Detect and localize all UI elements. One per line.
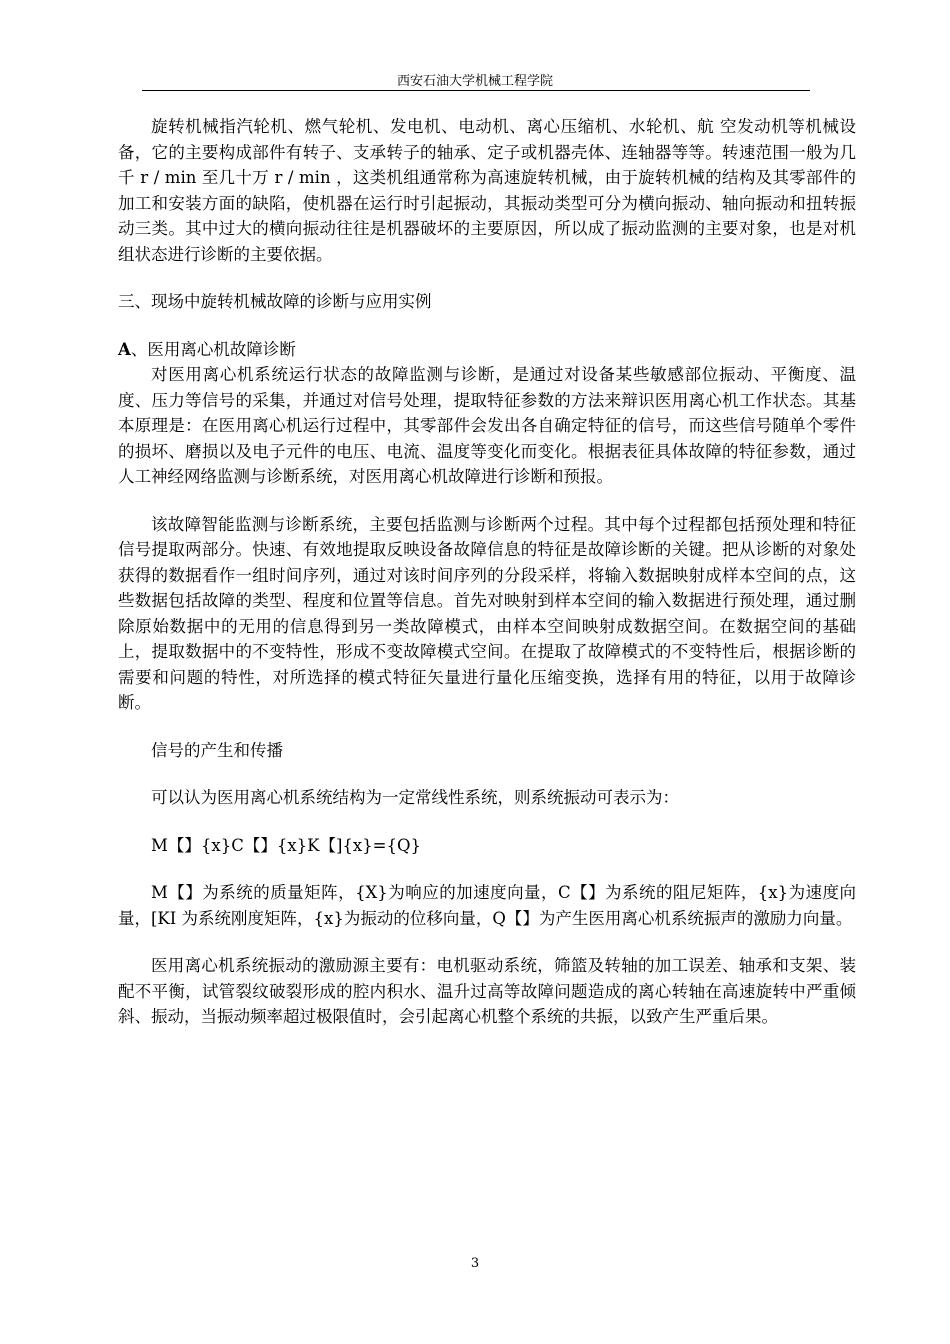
paragraph-linear-system: 可以认为医用离心机系统结构为一定常线性系统，则系统振动可表示为： [151,788,679,807]
paragraph-matrix-definitions: M【】为系统的质量矩阵，{X}为响应的加速度向量，C【】为系统的阻尼矩阵，{x}为速度向量，[KI 为系统刚度矩阵，{x}为振动的位移向量，Q【】为产生医用离心机系统振声的激励力向量。 [118,883,856,928]
subsection-title: 、医用离心机故障诊断 [130,339,296,359]
paragraph-excitation-sources: 医用离心机系统振动的激励源主要有：电机驱动系统，筛篮及转轴的加工误差、轴承和支架、装配不平衡，试管裂纹破裂形成的腔内积水、温升过高等故障问题造成的离心转轴在高速旋转中严重倾斜、振动，当振动频率超过极限值时，会引起离心机整个系统的共振，以致产生严重后果。 [118,956,856,1026]
page-header: 西安石油大学机械工程学院 [396,74,553,89]
section-heading-3: 三、现场中旋转机械故障的诊断与应用实例 [118,292,432,311]
equation: M【】{x}C【】{x}K【]{x}={Q} [151,835,422,855]
page-number: 3 [470,1256,480,1271]
header-rule [142,90,810,91]
paragraph-centrifuge-monitoring: 对医用离心机系统运行状态的故障监测与诊断，是通过对设备某些敏感部位振动、平衡度、温度、压力等信号的采集，并通过对信号处理，提取特征参数的方法来辩识医用离心机工作状态。其基本原理是：在医用离心机运行过程中，其零部件会发出各自确定特征的信号，而这些信号随单个零件的损坏、磨损以及电子元件的电压、电流、温度等变化而变化。根据表征具体故障的特征参数，通过人工神经网络监测与诊断系统，对医用离心机故障进行诊断和预报。 [118,365,856,486]
subsection-heading-a [118,337,856,363]
paragraph-signal-heading: 信号的产生和传播 [151,740,283,760]
document-body [118,114,856,1030]
paragraph-diagnosis-system: 该故障智能监测与诊断系统，主要包括监测与诊断两个过程。其中每个过程都包括预处理和特征信号提取两部分。快速、有效地提取反映设备故障信息的特征是故障诊断的关键。把从诊断的对象处获得的数据看作一组时间序列，通过对该时间序列的分段采样，将输入数据映射成样本空间的点，这些数据包括故障的类型、程度和位置等信息。首先对映射到样本空间的输入数据进行预处理，通过删除原始数据中的无用的信息得到另一类故障模式，由样本空间映射成数据空间。在数据空间的基础上，提取数据中的不变特性，形成不变故障模式空间。在提取了故障模式的不变特性后，根据诊断的需要和问题的特性，对所选择的模式特征矢量进行量化压缩变换，选择有用的特征，以用于故障诊断。 [118,514,856,712]
subsection-letter: A [118,339,131,359]
paragraph-rotating-machinery: 旋转机械指汽轮机、燃气轮机、发电机、电动机、离心压缩机、水轮机、航 空发动机等机械设备，它的主要构成部件有转子、支承转子的轴承、定子或机器壳体、连轴器等等。转速范围一般为几千 r / min 至几十万 r / min ，这类机组通常称为高速旋转机械，由于旋转机械的结构及其零部件的加工和安装方面的缺陷，使机器在运行时引起振动，其振动类型可分为横向振动、轴向振动和扭转振动三类。其中过大的横向振动往往是机器破坏的主要原因，所以成了振动监测的主要对象，也是对机组状态进行诊断的主要依据。 [118,117,856,264]
